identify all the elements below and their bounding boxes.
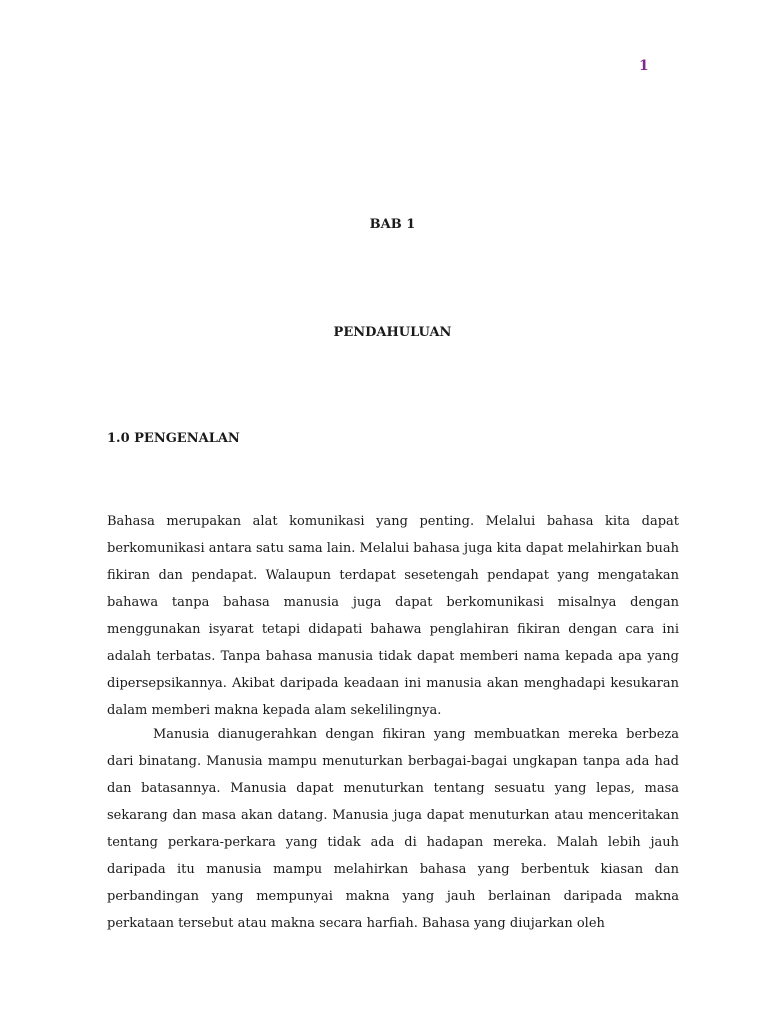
- chapter-title: PENDAHULUAN: [333, 325, 452, 340]
- page-number: 1: [639, 58, 649, 74]
- section-heading: 1.0 PENGENALAN: [107, 431, 240, 446]
- body-paragraph-2: Manusia dianugerahkan dengan fikiran yang membuatkan mereka berbeza dari binatang. Manusia mampu menuturkan berbagai-bagai ungkapan tanpa ada had dan batasannya. Manusia dapat menuturkan tentang sesuatu yang lepas, masa sekarang dan masa akan datang. Manusia juga dapat menuturkan atau menceritakan tentang perkara-perkara yang tidak ada di hadapan mereka. Malah lebih jauh daripada itu manusia mampu melahirkan bahasa yang berbentuk kiasan dan perbandingan yang mempunyai makna yang jauh berlainan daripada makna perkataan tersebut atau makna secara harfiah. Bahasa yang diujarkan oleh: [107, 727, 679, 931]
- chapter-label: BAB 1: [369, 217, 416, 232]
- body-paragraph-1: Bahasa merupakan alat komunikasi yang penting. Melalui bahasa kita dapat berkomunikasi antara satu sama lain. Melalui bahasa juga kita dapat melahirkan buah fikiran dan pendapat. Walaupun terdapat sesetengah pendapat yang mengatakan bahawa tanpa bahasa manusia juga dapat berkomunikasi misalnya dengan menggunakan isyarat tetapi didapati bahawa penglahiran fikiran dengan cara ini adalah terbatas. Tanpa bahasa manusia tidak dapat memberi nama kepada apa yang dipersepsikannya. Akibat daripada keadaan ini manusia akan menghadapi kesukaran dalam memberi makna kepada alam sekelilingnya.: [107, 514, 679, 718]
